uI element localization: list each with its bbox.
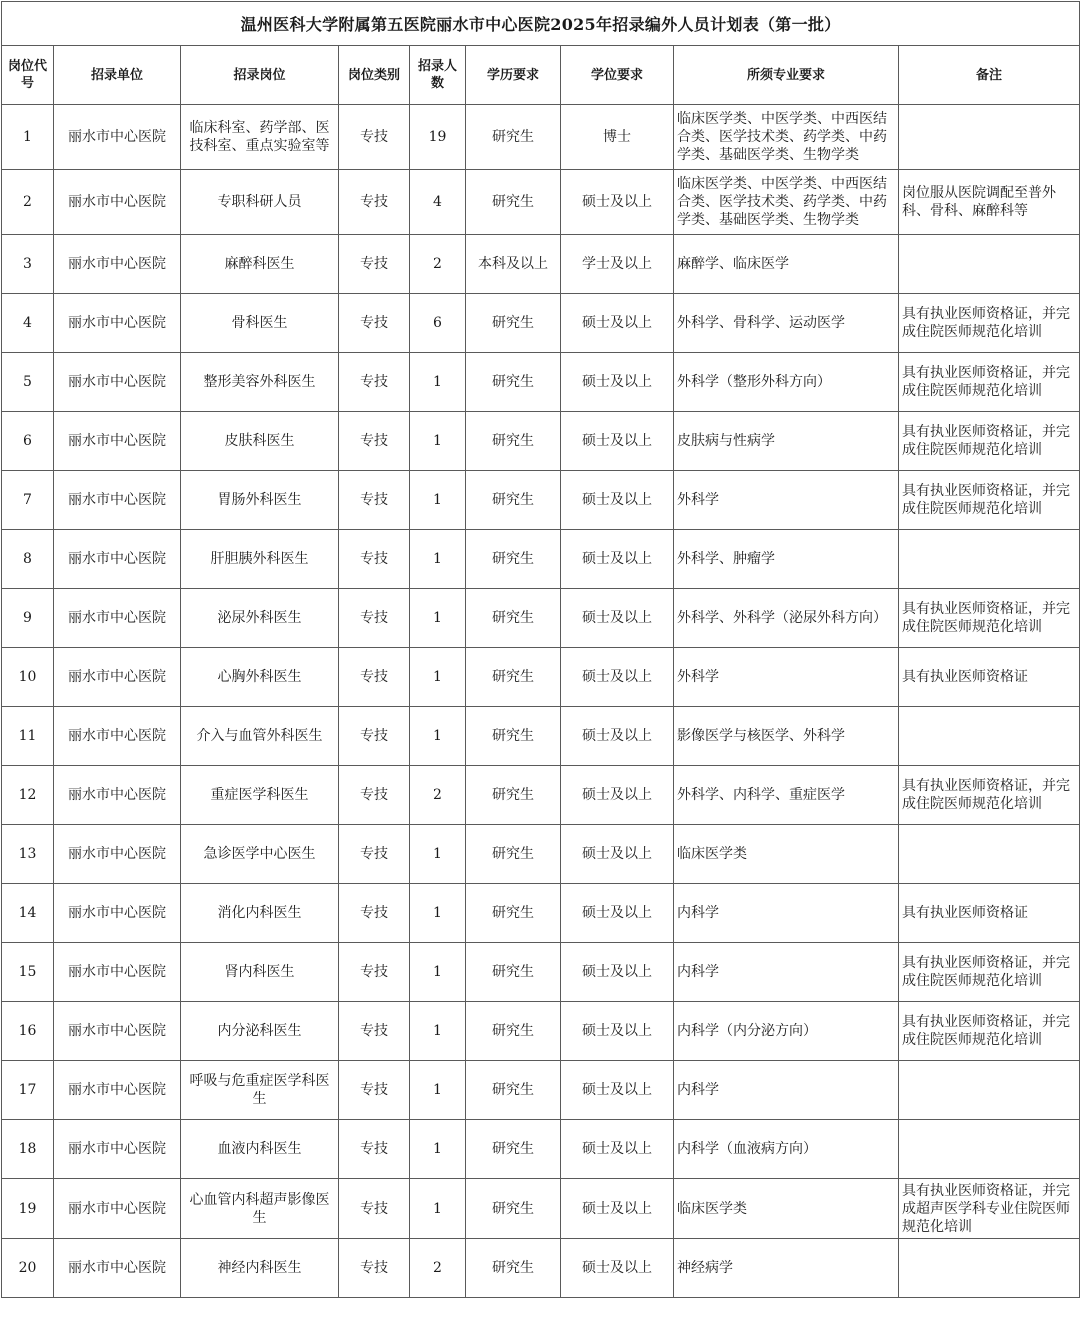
cell-code: 15 (2, 943, 54, 1002)
cell-education: 研究生 (466, 530, 561, 589)
cell-count: 1 (410, 648, 466, 707)
cell-remark: 具有执业医师资格证，并完成住院医师规范化培训 (899, 353, 1080, 412)
cell-unit: 丽水市中心医院 (54, 1120, 181, 1179)
table-title: 温州医科大学附属第五医院丽水市中心医院2025年招录编外人员计划表（第一批） (2, 2, 1080, 46)
cell-unit: 丽水市中心医院 (54, 353, 181, 412)
cell-code: 4 (2, 294, 54, 353)
cell-count: 1 (410, 530, 466, 589)
cell-unit: 丽水市中心医院 (54, 825, 181, 884)
header-code: 岗位代号 (2, 46, 54, 105)
cell-position: 血液内科医生 (181, 1120, 339, 1179)
cell-remark (899, 825, 1080, 884)
cell-education: 研究生 (466, 353, 561, 412)
header-major: 所须专业要求 (674, 46, 899, 105)
cell-major: 临床医学类 (674, 1179, 899, 1239)
cell-position: 泌尿外科医生 (181, 589, 339, 648)
cell-remark: 具有执业医师资格证，并完成超声医学科专业住院医师规范化培训 (899, 1179, 1080, 1239)
recruitment-plan-table (1, 1, 1080, 1298)
cell-position: 神经内科医生 (181, 1239, 339, 1298)
cell-count: 1 (410, 1061, 466, 1120)
cell-education: 研究生 (466, 1179, 561, 1239)
cell-degree: 硕士及以上 (561, 471, 674, 530)
cell-degree: 博士 (561, 105, 674, 170)
cell-category: 专技 (339, 105, 410, 170)
cell-position: 重症医学科医生 (181, 766, 339, 825)
cell-category: 专技 (339, 1061, 410, 1120)
cell-count: 2 (410, 235, 466, 294)
cell-unit: 丽水市中心医院 (54, 884, 181, 943)
cell-major: 皮肤病与性病学 (674, 412, 899, 471)
cell-unit: 丽水市中心医院 (54, 412, 181, 471)
table-row (2, 589, 1080, 648)
cell-category: 专技 (339, 1002, 410, 1061)
cell-count: 19 (410, 105, 466, 170)
cell-category: 专技 (339, 353, 410, 412)
table-row (2, 648, 1080, 707)
cell-education: 研究生 (466, 884, 561, 943)
cell-degree: 硕士及以上 (561, 1002, 674, 1061)
cell-code: 18 (2, 1120, 54, 1179)
cell-unit: 丽水市中心医院 (54, 707, 181, 766)
cell-count: 1 (410, 943, 466, 1002)
table-row (2, 884, 1080, 943)
cell-position: 整形美容外科医生 (181, 353, 339, 412)
cell-code: 10 (2, 648, 54, 707)
cell-unit: 丽水市中心医院 (54, 1239, 181, 1298)
cell-position: 骨科医生 (181, 294, 339, 353)
cell-category: 专技 (339, 943, 410, 1002)
cell-code: 7 (2, 471, 54, 530)
table-row (2, 294, 1080, 353)
table-row (2, 170, 1080, 235)
cell-education: 本科及以上 (466, 235, 561, 294)
cell-remark: 岗位服从医院调配至普外科、骨科、麻醉科等 (899, 170, 1080, 235)
table-row (2, 235, 1080, 294)
cell-position: 肝胆胰外科医生 (181, 530, 339, 589)
cell-remark: 具有执业医师资格证，并完成住院医师规范化培训 (899, 294, 1080, 353)
cell-degree: 硕士及以上 (561, 825, 674, 884)
cell-education: 研究生 (466, 170, 561, 235)
cell-category: 专技 (339, 884, 410, 943)
cell-education: 研究生 (466, 1239, 561, 1298)
cell-code: 5 (2, 353, 54, 412)
cell-count: 1 (410, 884, 466, 943)
cell-position: 内分泌科医生 (181, 1002, 339, 1061)
cell-position: 介入与血管外科医生 (181, 707, 339, 766)
cell-remark: 具有执业医师资格证 (899, 884, 1080, 943)
cell-category: 专技 (339, 707, 410, 766)
cell-major: 内科学（血液病方向） (674, 1120, 899, 1179)
cell-count: 1 (410, 1179, 466, 1239)
cell-degree: 硕士及以上 (561, 294, 674, 353)
cell-education: 研究生 (466, 707, 561, 766)
cell-position: 呼吸与危重症医学科医生 (181, 1061, 339, 1120)
cell-education: 研究生 (466, 294, 561, 353)
cell-remark (899, 1120, 1080, 1179)
cell-unit: 丽水市中心医院 (54, 766, 181, 825)
cell-major: 外科学（整形外科方向） (674, 353, 899, 412)
cell-position: 临床科室、药学部、医技科室、重点实验室等 (181, 105, 339, 170)
cell-code: 8 (2, 530, 54, 589)
cell-major: 外科学、肿瘤学 (674, 530, 899, 589)
table-row (2, 1239, 1080, 1298)
cell-education: 研究生 (466, 589, 561, 648)
cell-count: 1 (410, 589, 466, 648)
cell-category: 专技 (339, 1120, 410, 1179)
cell-count: 1 (410, 353, 466, 412)
table-row (2, 1061, 1080, 1120)
table-row (2, 766, 1080, 825)
cell-unit: 丽水市中心医院 (54, 530, 181, 589)
cell-remark (899, 235, 1080, 294)
cell-education: 研究生 (466, 648, 561, 707)
cell-remark: 具有执业医师资格证，并完成住院医师规范化培训 (899, 943, 1080, 1002)
cell-major: 内科学 (674, 943, 899, 1002)
cell-degree: 硕士及以上 (561, 884, 674, 943)
cell-count: 1 (410, 707, 466, 766)
cell-code: 6 (2, 412, 54, 471)
cell-category: 专技 (339, 170, 410, 235)
cell-count: 1 (410, 825, 466, 884)
cell-degree: 硕士及以上 (561, 648, 674, 707)
cell-unit: 丽水市中心医院 (54, 105, 181, 170)
cell-unit: 丽水市中心医院 (54, 1179, 181, 1239)
cell-count: 2 (410, 766, 466, 825)
cell-degree: 硕士及以上 (561, 1179, 674, 1239)
cell-category: 专技 (339, 530, 410, 589)
table-row (2, 353, 1080, 412)
table-row (2, 1002, 1080, 1061)
cell-education: 研究生 (466, 105, 561, 170)
cell-major: 外科学 (674, 471, 899, 530)
cell-major: 外科学、内科学、重症医学 (674, 766, 899, 825)
cell-major: 外科学、外科学（泌尿外科方向） (674, 589, 899, 648)
header-position: 招录岗位 (181, 46, 339, 105)
cell-education: 研究生 (466, 471, 561, 530)
cell-unit: 丽水市中心医院 (54, 943, 181, 1002)
cell-remark: 具有执业医师资格证，并完成住院医师规范化培训 (899, 1002, 1080, 1061)
cell-position: 肾内科医生 (181, 943, 339, 1002)
cell-major: 内科学 (674, 884, 899, 943)
cell-degree: 硕士及以上 (561, 707, 674, 766)
table-row (2, 412, 1080, 471)
cell-code: 19 (2, 1179, 54, 1239)
cell-category: 专技 (339, 1179, 410, 1239)
table-row (2, 1120, 1080, 1179)
cell-category: 专技 (339, 648, 410, 707)
header-remark: 备注 (899, 46, 1080, 105)
cell-degree: 硕士及以上 (561, 1120, 674, 1179)
cell-count: 2 (410, 1239, 466, 1298)
cell-unit: 丽水市中心医院 (54, 294, 181, 353)
cell-major: 神经病学 (674, 1239, 899, 1298)
cell-code: 1 (2, 105, 54, 170)
table-row (2, 471, 1080, 530)
cell-category: 专技 (339, 471, 410, 530)
cell-unit: 丽水市中心医院 (54, 471, 181, 530)
cell-code: 9 (2, 589, 54, 648)
header-unit: 招录单位 (54, 46, 181, 105)
cell-unit: 丽水市中心医院 (54, 1061, 181, 1120)
cell-category: 专技 (339, 412, 410, 471)
table-row (2, 825, 1080, 884)
cell-degree: 学士及以上 (561, 235, 674, 294)
header-row (2, 46, 1080, 105)
cell-count: 1 (410, 471, 466, 530)
cell-education: 研究生 (466, 766, 561, 825)
table-row (2, 943, 1080, 1002)
cell-remark: 具有执业医师资格证，并完成住院医师规范化培训 (899, 589, 1080, 648)
cell-remark: 具有执业医师资格证，并完成住院医师规范化培训 (899, 766, 1080, 825)
table-row (2, 1179, 1080, 1239)
cell-remark (899, 105, 1080, 170)
cell-degree: 硕士及以上 (561, 1061, 674, 1120)
cell-education: 研究生 (466, 1002, 561, 1061)
cell-position: 麻醉科医生 (181, 235, 339, 294)
cell-category: 专技 (339, 825, 410, 884)
cell-major: 影像医学与核医学、外科学 (674, 707, 899, 766)
cell-position: 心血管内科超声影像医生 (181, 1179, 339, 1239)
cell-code: 3 (2, 235, 54, 294)
table-body (2, 105, 1080, 1298)
cell-count: 1 (410, 1002, 466, 1061)
cell-major: 临床医学类、中医学类、中西医结合类、医学技术类、药学类、中药学类、基础医学类、生物学类 (674, 170, 899, 235)
cell-position: 心胸外科医生 (181, 648, 339, 707)
cell-code: 11 (2, 707, 54, 766)
cell-degree: 硕士及以上 (561, 589, 674, 648)
cell-category: 专技 (339, 589, 410, 648)
cell-remark (899, 1239, 1080, 1298)
header-count: 招录人数 (410, 46, 466, 105)
cell-remark (899, 1061, 1080, 1120)
cell-remark: 具有执业医师资格证 (899, 648, 1080, 707)
cell-position: 专职科研人员 (181, 170, 339, 235)
cell-major: 临床医学类、中医学类、中西医结合类、医学技术类、药学类、中药学类、基础医学类、生物学类 (674, 105, 899, 170)
cell-major: 外科学、骨科学、运动医学 (674, 294, 899, 353)
cell-major: 内科学（内分泌方向） (674, 1002, 899, 1061)
header-degree: 学位要求 (561, 46, 674, 105)
cell-major: 内科学 (674, 1061, 899, 1120)
cell-major: 麻醉学、临床医学 (674, 235, 899, 294)
cell-education: 研究生 (466, 1120, 561, 1179)
cell-category: 专技 (339, 766, 410, 825)
table-row (2, 707, 1080, 766)
cell-remark (899, 530, 1080, 589)
cell-position: 消化内科医生 (181, 884, 339, 943)
cell-remark: 具有执业医师资格证，并完成住院医师规范化培训 (899, 471, 1080, 530)
cell-code: 14 (2, 884, 54, 943)
cell-degree: 硕士及以上 (561, 943, 674, 1002)
cell-unit: 丽水市中心医院 (54, 589, 181, 648)
cell-degree: 硕士及以上 (561, 170, 674, 235)
cell-education: 研究生 (466, 1061, 561, 1120)
header-education: 学历要求 (466, 46, 561, 105)
cell-code: 17 (2, 1061, 54, 1120)
cell-code: 12 (2, 766, 54, 825)
cell-count: 1 (410, 1120, 466, 1179)
cell-category: 专技 (339, 235, 410, 294)
cell-count: 6 (410, 294, 466, 353)
cell-unit: 丽水市中心医院 (54, 235, 181, 294)
cell-code: 16 (2, 1002, 54, 1061)
cell-degree: 硕士及以上 (561, 530, 674, 589)
cell-count: 1 (410, 412, 466, 471)
cell-education: 研究生 (466, 943, 561, 1002)
table-row (2, 105, 1080, 170)
cell-education: 研究生 (466, 825, 561, 884)
cell-remark (899, 707, 1080, 766)
cell-unit: 丽水市中心医院 (54, 648, 181, 707)
cell-degree: 硕士及以上 (561, 1239, 674, 1298)
cell-category: 专技 (339, 294, 410, 353)
cell-position: 急诊医学中心医生 (181, 825, 339, 884)
cell-code: 20 (2, 1239, 54, 1298)
cell-remark: 具有执业医师资格证，并完成住院医师规范化培训 (899, 412, 1080, 471)
cell-degree: 硕士及以上 (561, 353, 674, 412)
cell-position: 皮肤科医生 (181, 412, 339, 471)
header-category: 岗位类别 (339, 46, 410, 105)
cell-unit: 丽水市中心医院 (54, 1002, 181, 1061)
cell-major: 临床医学类 (674, 825, 899, 884)
cell-unit: 丽水市中心医院 (54, 170, 181, 235)
cell-category: 专技 (339, 1239, 410, 1298)
cell-degree: 硕士及以上 (561, 412, 674, 471)
cell-position: 胃肠外科医生 (181, 471, 339, 530)
cell-degree: 硕士及以上 (561, 766, 674, 825)
cell-count: 4 (410, 170, 466, 235)
cell-code: 13 (2, 825, 54, 884)
cell-code: 2 (2, 170, 54, 235)
cell-major: 外科学 (674, 648, 899, 707)
table-row (2, 530, 1080, 589)
cell-education: 研究生 (466, 412, 561, 471)
